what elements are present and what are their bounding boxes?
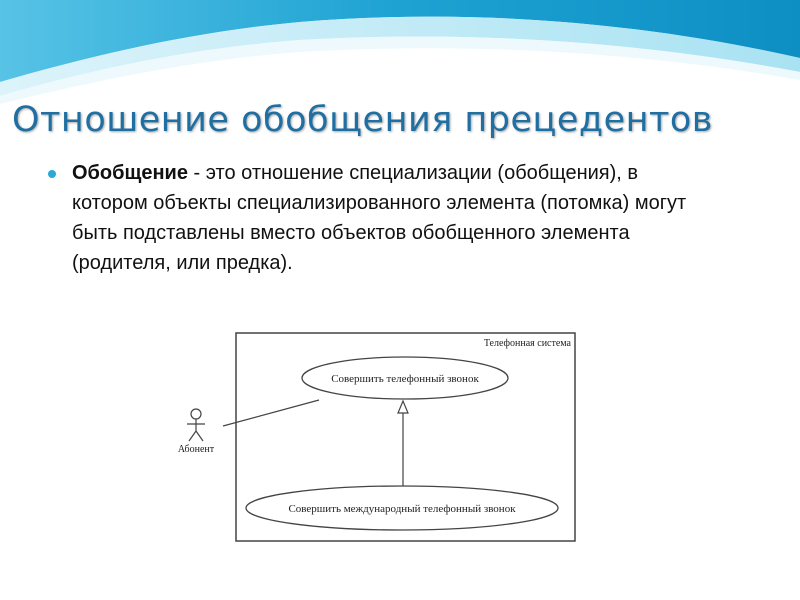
system-label: Телефонная система [483, 338, 571, 349]
bullet-term: Обобщение [72, 162, 188, 184]
bullet-dot-icon [48, 170, 56, 178]
usecase-child-label: Совершить международный телефонный звонок [288, 503, 516, 515]
header-wave-decoration [0, 0, 800, 110]
bullet-item [48, 158, 708, 278]
usecase-parent-label: Совершить телефонный звонок [331, 373, 479, 385]
bullet-text [72, 158, 708, 278]
actor-label: Абонент [177, 444, 215, 455]
usecase-diagram [165, 330, 585, 545]
slide-title: Отношение обобщения прецедентов [12, 100, 713, 140]
bullet-definition: - это отношение специализации (обобщения), в котором объекты специализированного элемента (потомка) могут быть подставлены вместо объектов обобщенного элемента (родителя, или предка). [72, 162, 687, 274]
actor-stick-figure-icon [187, 409, 205, 441]
